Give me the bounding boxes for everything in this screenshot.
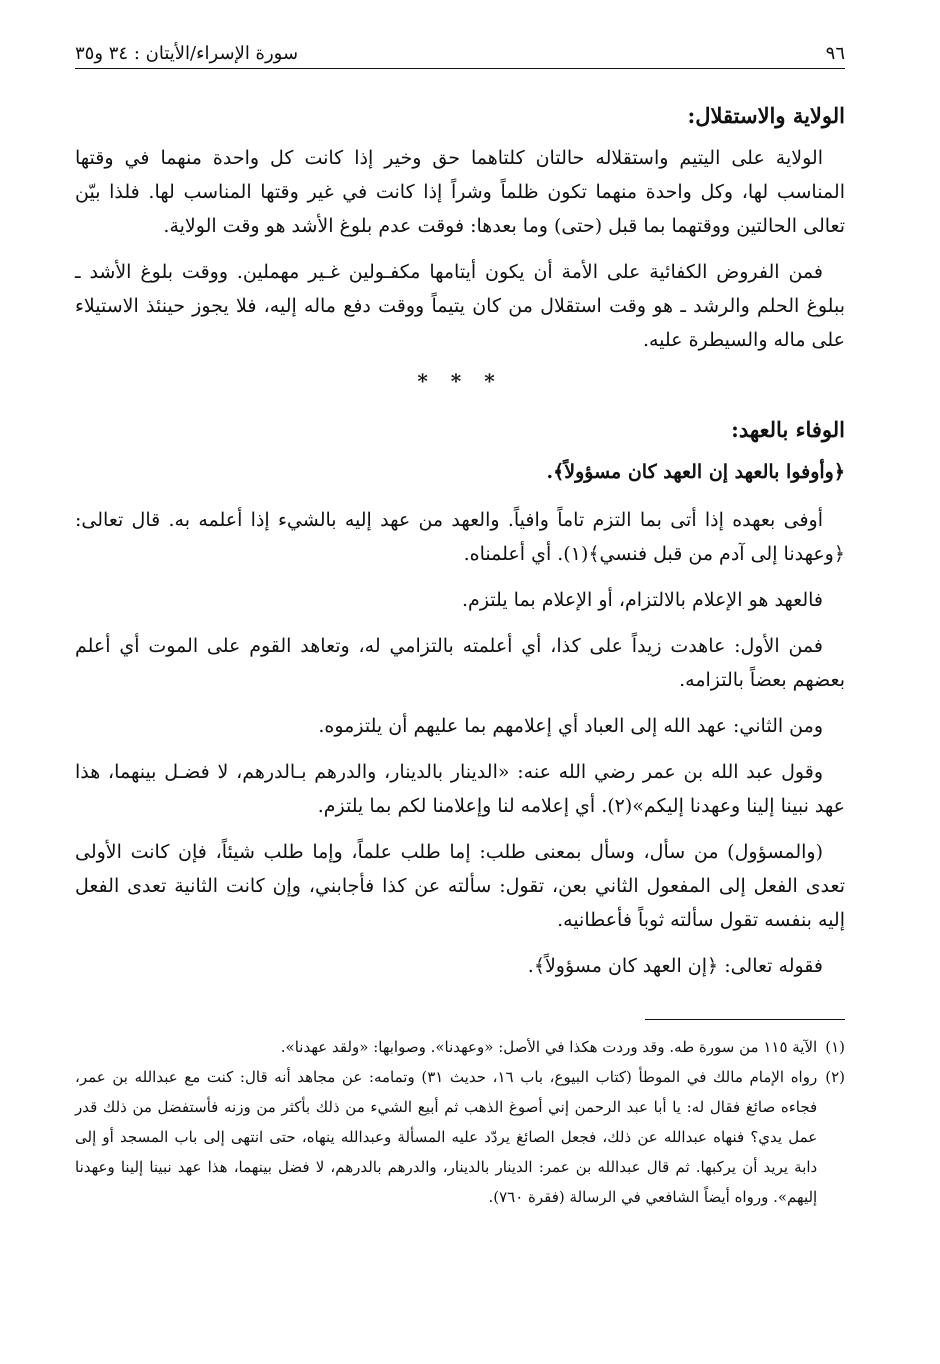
footnote-number: (٢) (825, 1068, 845, 1086)
footnote-number: (١) (825, 1038, 845, 1056)
paragraph: أوفى بعهده إذا أتى بما التزم تاماً وافياً. والعهد من عهد إليه بالشيء إذا أعلمه به. قال تعالى: ﴿وعهدنا إلى آدم من قبل فنسي﴾(١). أي أعلمناه. (75, 509, 845, 565)
paragraph: ومن الثاني: عهد الله إلى العباد أي إعلامهم بما عليهم أن يلتزموه. (318, 715, 823, 737)
paragraph: فمن الفروض الكفائية على الأمة أن يكون أيتامها مكفـولين غـير مهملين. ووقت بلوغ الأشد ـ ببلوغ الحلم والرشد ـ هو وقت استقلال من كان يتيماً ووقت دفع ماله إليه، فلا يجوز حينئذ الاستيلاء على ماله والسيطرة عليه. (75, 261, 845, 351)
header-rule (75, 68, 845, 69)
paragraph: فالعهد هو الإعلام بالالتزام، أو الإعلام بما يلتزم. (462, 589, 823, 611)
footnote (75, 1062, 845, 1212)
footnote-text: رواه الإمام مالك في الموطأ (كتاب البيوع، باب ١٦، حديث ٣١) وتمامه: عن مجاهد أنه قال: كنت مع عبدالله بن عمر، فجاءه صائغ فقال له: يا أبا عبد الرحمن إني أصوغ الذهب ثم أبيع الشيء من ذلك بأكثر من وزنه فأستفضل من ذلك قدر عمل يدي؟ فنهاه عبدالله عن ذلك، فجعل الصائغ يردّد عليه المسألة وعبدالله ينهاه، حتى انتهى إلى باب المسجد أو إلى دابة يريد أن يركبها. ثم قال عبدالله بن عمر: الدينار بالدينار، والدرهم بالدرهم، لا فضل بينهما، هذا عهد نبينا إلينا وعهدنا إليهم». ورواه أيضاً الشافعي في الرسالة (فقرة ٧٦٠). (75, 1068, 818, 1206)
page-number: ٩٦ (825, 43, 845, 64)
section-wafa (75, 413, 845, 983)
quran-verse: ﴿وأوفوا بالعهد إن العهد كان مسؤولاً﴾. (546, 461, 845, 483)
chapter-title: سورة الإسراء/الأيتان : ٣٤ و٣٥ (75, 43, 299, 64)
paragraph: (والمسؤول) من سأل، وسأل بمعنى طلب: إما طلب علماً، وإما طلب شيئاً، فإن كانت الأولى تعدى الفعل إلى المفعول الثاني بعن، تقول: سألته عن كذا فأجابني، وإن كانت الثانية تعدى الفعل إليه بنفسه تقول سألته ثوباً فأعطانيه. (75, 841, 845, 931)
book-page (75, 36, 845, 1336)
footnotes (75, 1032, 845, 1212)
paragraph: فقوله تعالى: ﴿إن العهد كان مسؤولاً﴾. (527, 955, 823, 977)
section-wilaya (75, 99, 845, 357)
paragraph: الولاية على اليتيم واستقلاله حالتان كلتاهما حق وخير إذا كانت كل واحدة منهما في وقتها المناسب لها، وكل واحدة منهما تكون ظلماً وشراً إذا كانت في غير وقتها المناسب لها. فلذا بيّن تعالى الحالتين ووقتهما بما قبل (حتى) وما بعدها: فوقت عدم بلوغ الأشد هو وقت الولاية. (75, 147, 845, 237)
main-text (75, 99, 845, 983)
section-separator: * * * (417, 369, 503, 393)
section-heading-wilaya: الولاية والاستقلال: (687, 103, 845, 128)
footnote (75, 1032, 845, 1062)
running-head (75, 36, 845, 66)
footnote-rule (645, 1019, 845, 1020)
paragraph: فمن الأول: عاهدت زيداً على كذا، أي أعلمته بالتزامي له، وتعاهد القوم على الموت أي أعلم بعضهم بعضاً بالتزامه. (75, 635, 845, 691)
footnote-text: الآية ١١٥ من سورة طه. وقد وردت هكذا في الأصل: «وعهدنا». وصوابها: «ولقد عهدنا». (280, 1038, 818, 1056)
section-heading-wafa: الوفاء بالعهد: (731, 417, 845, 442)
paragraph: وقول عبد الله بن عمر رضي الله عنه: «الدينار بالدينار، والدرهم بـالدرهم، لا فضـل بينهما، هذا عهد نبينا إلينا وعهدنا إليكم»(٢). أي إعلامه لنا وإعلامنا لكم بما يلتزم. (75, 761, 845, 817)
